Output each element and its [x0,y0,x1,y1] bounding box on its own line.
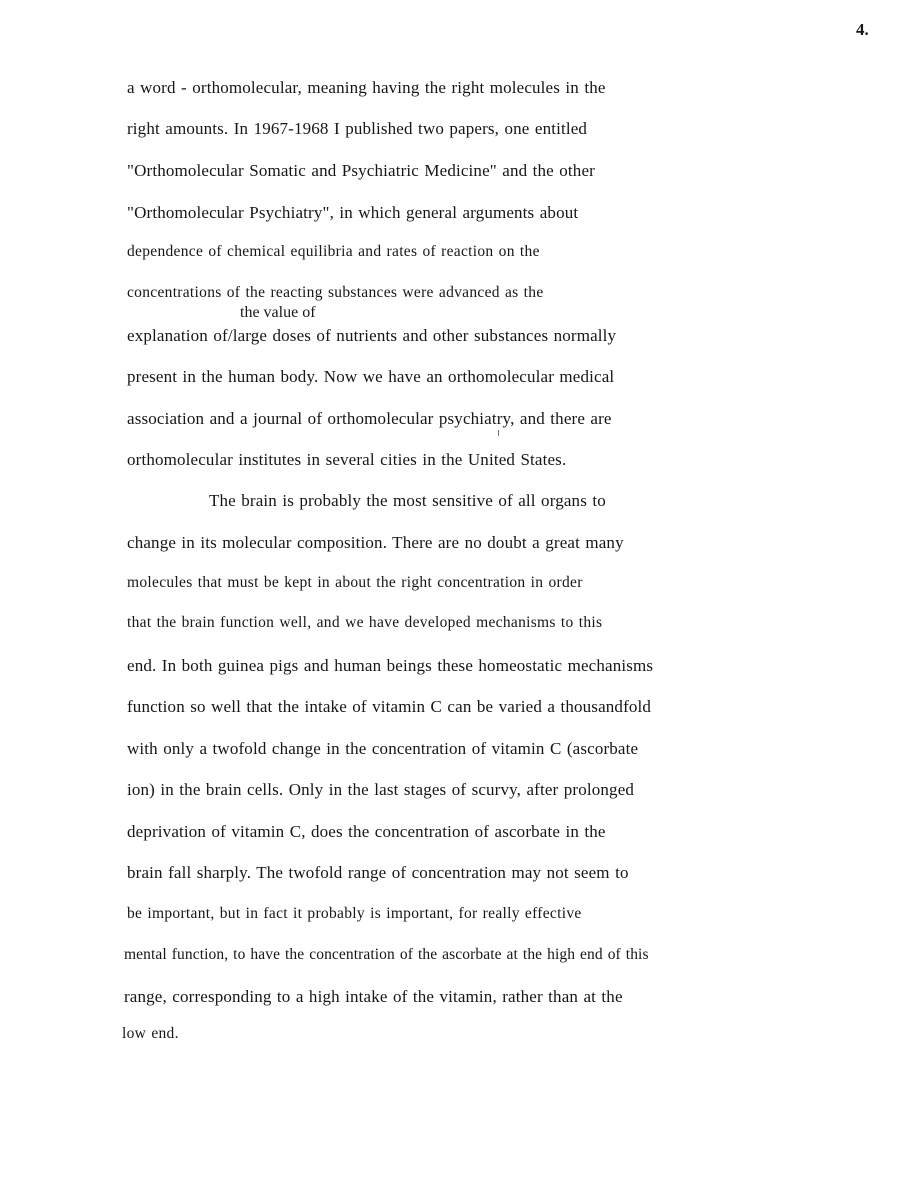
text-line: concentrations of the reacting substances were advanced as the [127,284,544,301]
text-line: present in the human body. Now we have an orthomolecular medical [127,367,615,386]
text-line: function so well that the intake of vitamin C can be varied a thousandfold [127,697,652,716]
text-line: ion) in the brain cells. Only in the last stages of scurvy, after prolonged [127,780,635,799]
text-line: deprivation of vitamin C, does the concentration of ascorbate in the [127,822,606,841]
text-line: orthomolecular institutes in several cities in the United States. [127,450,567,469]
handwritten-insertion: the value of [240,304,316,321]
text-line: range, corresponding to a high intake of the vitamin, rather than at the [124,987,623,1006]
text-line: a word - orthomolecular, meaning having the right molecules in the [127,78,606,97]
text-line: change in its molecular composition. There are no doubt a great many [127,533,624,552]
text-line: molecules that must be kept in about the right concentration in order [127,574,583,591]
text-line: right amounts. In 1967-1968 I published two papers, one entitled [127,119,588,138]
text-line: "Orthomolecular Psychiatry", in which general arguments about [127,203,579,222]
text-line: low end. [122,1025,179,1042]
text-line: with only a twofold change in the concentration of vitamin C (ascorbate [127,739,639,758]
text-line: brain fall sharply. The twofold range of concentration may not seem to [127,863,629,882]
text-line: that the brain function well, and we have developed mechanisms to this [127,614,603,631]
page-number: 4. [856,20,869,39]
text-line: "Orthomolecular Somatic and Psychiatric Medicine" and the other [127,161,595,180]
stray-mark [498,430,499,436]
text-line: explanation of/large doses of nutrients and other substances normally [127,326,617,345]
text-line: dependence of chemical equilibria and rates of reaction on the [127,243,540,260]
text-line: association and a journal of orthomolecular psychiatry, and there are [127,409,612,428]
text-line: mental function, to have the concentration of the ascorbate at the high end of this [124,946,649,963]
text-line: end. In both guinea pigs and human beings these homeostatic mechanisms [127,656,654,675]
text-line: be important, but in fact it probably is important, for really effective [127,905,582,922]
paragraph-first-line: The brain is probably the most sensitive of all organs to [209,491,606,510]
